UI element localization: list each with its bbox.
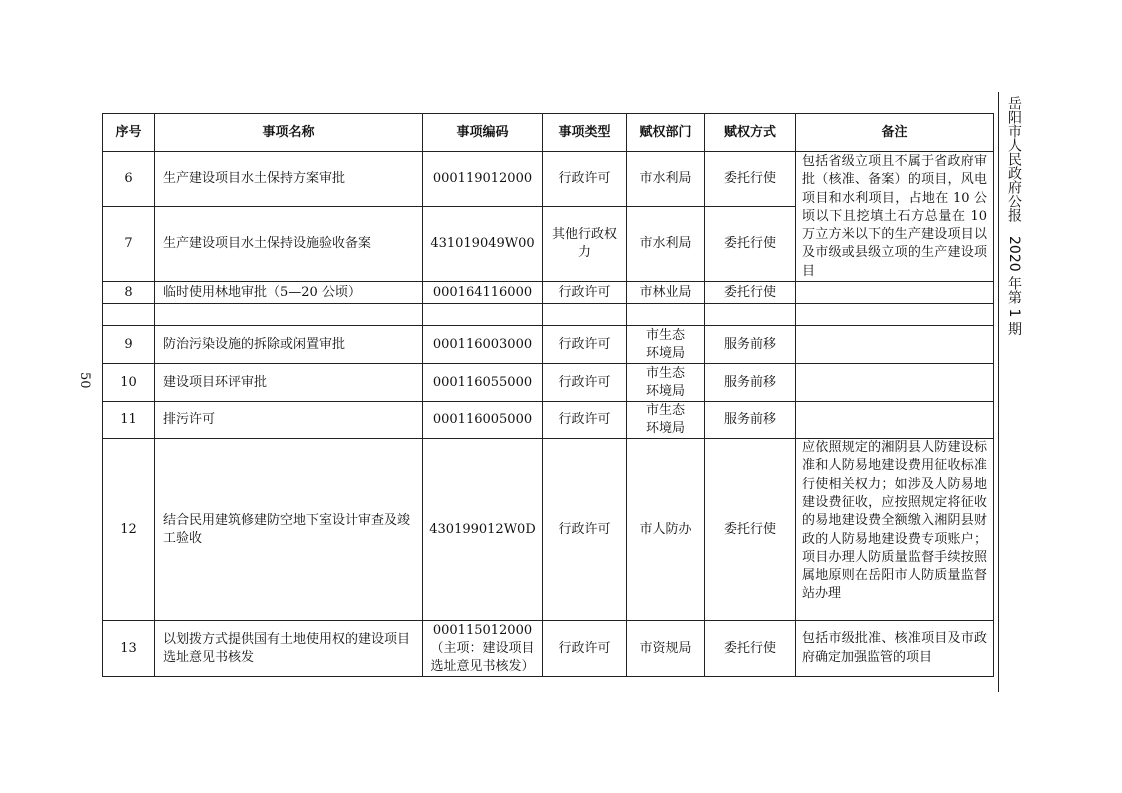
cell-no: 12 — [103, 439, 155, 621]
header-name: 事项名称 — [155, 114, 423, 152]
table-row — [103, 439, 994, 621]
running-header: 岳阳市人民政府公报 2020 年第 1 期 — [1006, 96, 1022, 336]
cell-dept: 市人防办 — [627, 439, 705, 621]
cell-note: 应依照规定的湘阴县人防建设标准和人防易地建设费用征收标准行使相关权力；如涉及人防易地建设费征收，应按照规定将征收的易地建设费全额缴入湘阴县财政的人防易地建设费专项账户；项目办理人防质量监督手续按照属地原则在岳阳市人防质量监督站办理 — [796, 439, 994, 621]
cell-mode: 委托行使 — [705, 621, 796, 677]
cell-type: 行政许可 — [543, 282, 627, 304]
cell-type: 行政许可 — [543, 439, 627, 621]
cell-dept: 市林业局 — [627, 282, 705, 304]
cell-mode: 委托行使 — [705, 206, 796, 281]
header-no: 序号 — [103, 114, 155, 152]
cell-note — [796, 326, 994, 364]
cell-dept: 市生态环境局 — [627, 326, 705, 364]
cell-dept — [627, 304, 705, 326]
cell-code: 000119012000 — [423, 152, 543, 207]
table-row — [103, 621, 994, 677]
cell-code: 000116055000 — [423, 364, 543, 402]
cell-name: 生产建设项目水土保持设施验收备案 — [155, 206, 423, 281]
cell-code: 000116005000 — [423, 402, 543, 439]
cell-type: 其他行政权力 — [543, 206, 627, 281]
table-row — [103, 364, 994, 402]
header-code: 事项编码 — [423, 114, 543, 152]
cell-type — [543, 304, 627, 326]
cell-no: 7 — [103, 206, 155, 281]
header-mode: 赋权方式 — [705, 114, 796, 152]
cell-type: 行政许可 — [543, 402, 627, 439]
cell-mode: 服务前移 — [705, 402, 796, 439]
cell-name: 建设项目环评审批 — [155, 364, 423, 402]
cell-note — [796, 364, 994, 402]
table-row-empty — [103, 304, 994, 326]
cell-note — [796, 282, 994, 304]
cell-dept: 市生态环境局 — [627, 364, 705, 402]
cell-no — [103, 304, 155, 326]
cell-no: 9 — [103, 326, 155, 364]
table-row — [103, 326, 994, 364]
cell-no: 6 — [103, 152, 155, 207]
cell-no: 13 — [103, 621, 155, 677]
cell-type: 行政许可 — [543, 152, 627, 207]
cell-no: 11 — [103, 402, 155, 439]
header-rule — [998, 92, 999, 692]
cell-mode: 服务前移 — [705, 326, 796, 364]
cell-dept: 市资规局 — [627, 621, 705, 677]
cell-note — [796, 402, 994, 439]
cell-code: 431019049W00 — [423, 206, 543, 281]
header-note: 备注 — [796, 114, 994, 152]
cell-name: 防治污染设施的拆除或闲置审批 — [155, 326, 423, 364]
authority-table — [102, 113, 994, 677]
cell-name — [155, 304, 423, 326]
header-dept: 赋权部门 — [627, 114, 705, 152]
cell-name: 生产建设项目水土保持方案审批 — [155, 152, 423, 207]
cell-dept: 市生态环境局 — [627, 402, 705, 439]
table-header-row — [103, 114, 994, 152]
cell-note — [796, 304, 994, 326]
cell-type: 行政许可 — [543, 326, 627, 364]
page-number: 50 — [77, 372, 92, 389]
cell-mode: 委托行使 — [705, 152, 796, 207]
table-row — [103, 152, 994, 207]
cell-note-merged: 包括省级立项且不属于省政府审批（核准、备案）的项目，风电项目和水利项目，占地在 10 公顷以下且挖填土石方总量在 10 万立方米以下的生产建设项目以及市级或县级立项的生产建设项目 — [796, 152, 994, 282]
cell-code: 000116003000 — [423, 326, 543, 364]
cell-no: 8 — [103, 282, 155, 304]
cell-name: 以划拨方式提供国有土地使用权的建设项目选址意见书核发 — [155, 621, 423, 677]
cell-dept: 市水利局 — [627, 152, 705, 207]
table-row — [103, 402, 994, 439]
cell-name: 结合民用建筑修建防空地下室设计审查及竣工验收 — [155, 439, 423, 621]
cell-note: 包括市级批准、核准项目及市政府确定加强监管的项目 — [796, 621, 994, 677]
cell-no: 10 — [103, 364, 155, 402]
cell-code — [423, 304, 543, 326]
cell-mode: 委托行使 — [705, 439, 796, 621]
cell-code: 000164116000 — [423, 282, 543, 304]
cell-mode: 服务前移 — [705, 364, 796, 402]
cell-mode: 委托行使 — [705, 282, 796, 304]
cell-dept: 市水利局 — [627, 206, 705, 281]
cell-type: 行政许可 — [543, 621, 627, 677]
cell-mode — [705, 304, 796, 326]
cell-code: 430199012W0D — [423, 439, 543, 621]
cell-name: 临时使用林地审批（5—20 公顷） — [155, 282, 423, 304]
table-row — [103, 282, 994, 304]
cell-name: 排污许可 — [155, 402, 423, 439]
header-type: 事项类型 — [543, 114, 627, 152]
cell-type: 行政许可 — [543, 364, 627, 402]
cell-code: 000115012000（主项：建设项目选址意见书核发） — [423, 621, 543, 677]
